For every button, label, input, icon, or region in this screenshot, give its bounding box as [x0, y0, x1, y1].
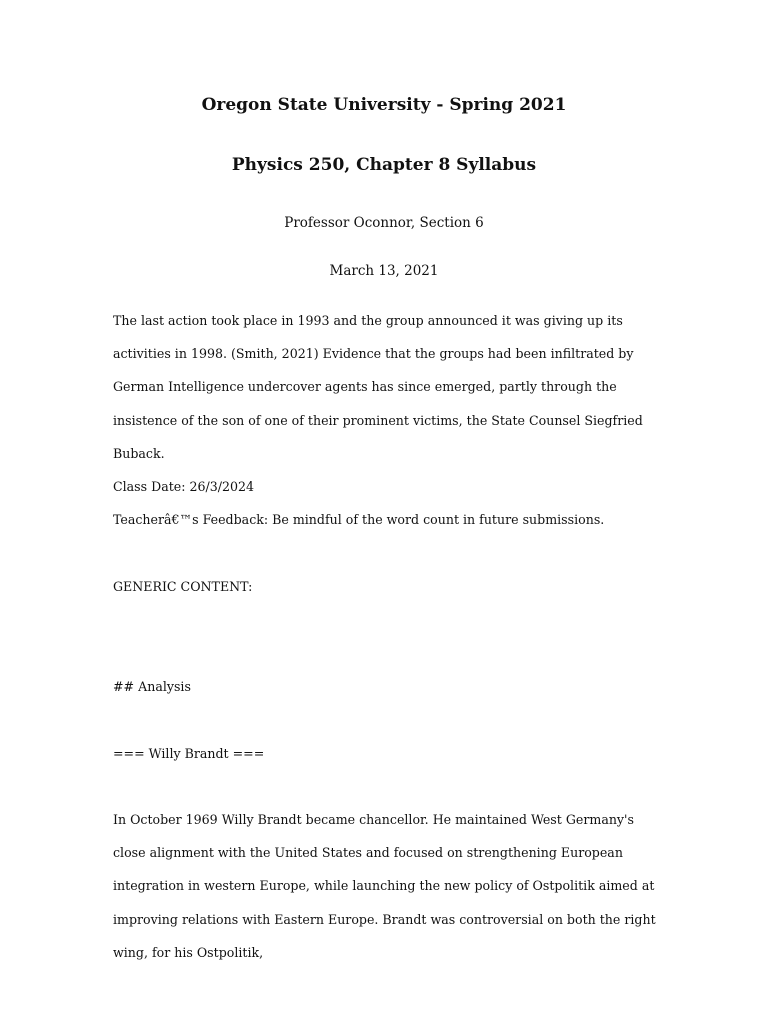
generic-content-label: GENERIC CONTENT: — [113, 579, 253, 594]
brandt-paragraph: In October 1969 Willy Brandt became chancellor. He maintained West Germany's close alignment with the United States and focused on strengthening European integration in western Europe, while launching the new policy of Ostpolitik aimed at improving relations with Eastern Europe. Brandt was controversial on both the right wing, for his Ostpolitik, — [113, 812, 656, 960]
teacher-feedback: Teacherâ€™s Feedback: Be mindful of the word count in future submissions. — [113, 512, 605, 527]
university-title: Oregon State University - Spring 2021 — [201, 95, 567, 115]
professor-line: Professor Oconnor, Section 6 — [284, 215, 484, 231]
class-date: Class Date: 26/3/2024 — [113, 479, 255, 494]
date-line: March 13, 2021 — [329, 263, 439, 279]
intro-paragraph: The last action took place in 1993 and the group announced it was giving up its activities in 1998. (Smith, 2021) Evidence that the groups had been infiltrated by German Intelligence undercover agents has since emerged, partly through the insistence of the son of one of their prominent victims, the State Counsel Siegfried Buback. — [113, 313, 643, 461]
analysis-heading: ## Analysis — [113, 679, 191, 694]
section-heading: === Willy Brandt === — [113, 746, 265, 761]
course-title: Physics 250, Chapter 8 Syllabus — [231, 155, 537, 175]
